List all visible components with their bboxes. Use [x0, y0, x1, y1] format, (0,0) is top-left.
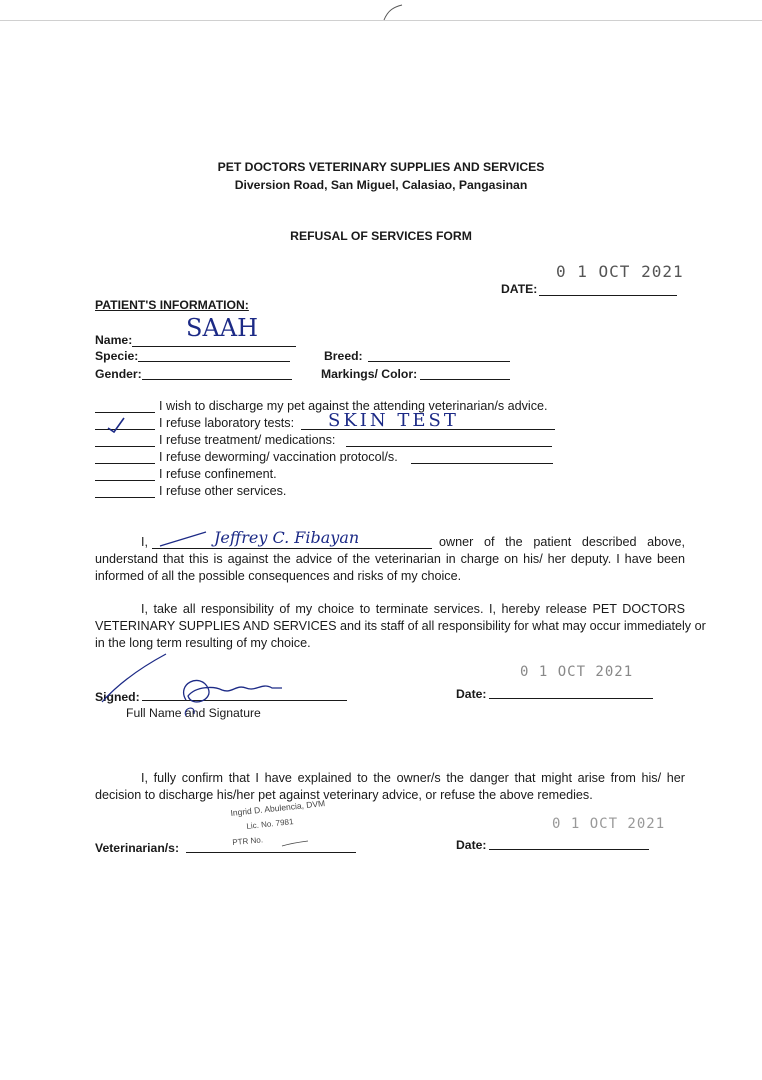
statement-line1-suffix: owner of the patient described above,: [439, 535, 685, 549]
gender-label: Gender:: [95, 367, 142, 381]
checkmark-icon: [108, 418, 124, 432]
specie-label: Specie:: [95, 349, 139, 363]
responsibility-line1: I, take all responsibility of my choice to terminate services. I, hereby release PET DOCTORS: [141, 602, 685, 616]
owner-date-stamp: 0 1 OCT 2021: [520, 664, 634, 680]
clinic-address: Diversion Road, San Miguel, Calasiao, Pangasinan: [234, 178, 528, 192]
statement-line3: informed of all the possible consequences and risks of my choice.: [95, 569, 462, 583]
option-text: I refuse treatment/ medications:: [159, 433, 336, 447]
name-label: Name:: [95, 333, 133, 347]
signed-label: Signed:: [95, 690, 140, 704]
signature-loop-stroke: [185, 708, 194, 716]
confirmation-line1: I, fully confirm that I have explained to the owner/s the danger that might arise from his/ her: [141, 771, 685, 785]
owner-date-label: Date:: [456, 687, 487, 701]
option-text: I refuse other services.: [159, 484, 287, 498]
name-value: SAAH: [186, 314, 259, 342]
option-detail: SKIN TEST: [328, 410, 459, 431]
veterinarian-label: Veterinarian/s:: [95, 841, 179, 855]
signature-flourish-stroke: [102, 654, 166, 702]
owner-name-handwritten: Jeffrey C. Fibayan: [214, 528, 360, 547]
statement-line2: understand that this is against the advice of the veterinarian in charge on his/ her deputy. I have been: [95, 552, 685, 566]
markings-label: Markings/ Color:: [321, 367, 418, 381]
option-text: I refuse laboratory tests:: [159, 416, 295, 430]
date-stamp: 0 1 OCT 2021: [556, 262, 684, 281]
patient-info-heading: PATIENT'S INFORMATION:: [95, 298, 249, 312]
owner-signature-stroke: [184, 680, 282, 701]
scan-mark-stroke: [384, 5, 402, 20]
form-title: REFUSAL OF SERVICES FORM: [290, 229, 472, 243]
ptr-underline-stroke: [282, 841, 308, 846]
option-text: I refuse deworming/ vaccination protocol/s.: [159, 450, 398, 464]
signature-caption: Full Name and Signature: [126, 706, 261, 720]
responsibility-line3: in the long term resulting of my choice.: [95, 636, 311, 650]
veterinarian-date-label: Date:: [456, 838, 487, 852]
breed-label: Breed:: [324, 349, 363, 363]
stamp-name: Ingrid D. Abulencia, DVM: [230, 798, 326, 818]
veterinarian-date-stamp: 0 1 OCT 2021: [552, 816, 666, 832]
signature-lead-stroke: [160, 532, 206, 546]
option-text: I wish to discharge my pet against the attending veterinarian/s advice.: [159, 399, 548, 413]
date-label: DATE:: [501, 282, 538, 296]
responsibility-line2: VETERINARY SUPPLIES AND SERVICES and its staff of all responsibility for what may occur immediately or: [95, 619, 706, 633]
confirmation-line2: decision to discharge his/her pet against veterinary advice, or refuse the above remedies.: [95, 788, 593, 802]
option-text: I refuse confinement.: [159, 467, 277, 481]
clinic-name: PET DOCTORS VETERINARY SUPPLIES AND SERVICES: [217, 160, 545, 174]
stamp-ptr: PTR No.: [232, 835, 264, 847]
stamp-license: Lic. No. 7981: [246, 817, 294, 831]
statement-prefix: I,: [141, 535, 148, 549]
